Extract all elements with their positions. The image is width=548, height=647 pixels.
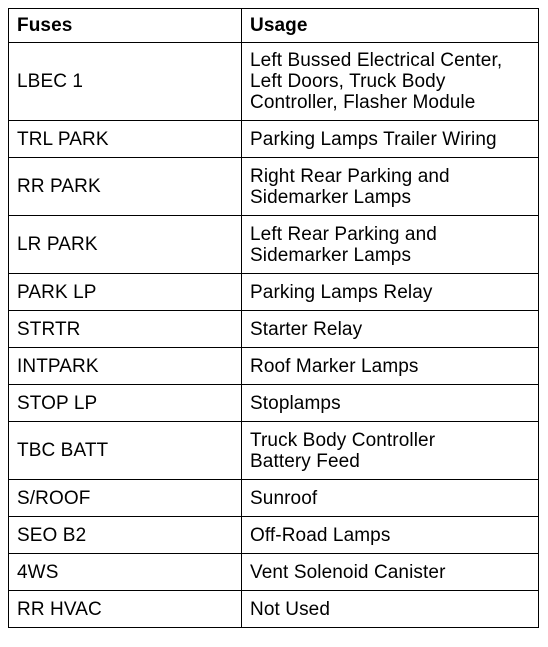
usage-cell (242, 348, 539, 385)
usage-cell (242, 517, 539, 554)
usage-cell (242, 216, 539, 274)
fuse-name-cell: PARK LP (9, 274, 242, 311)
table-row (9, 311, 539, 348)
usage-text-line: Truck Body Controller (250, 429, 436, 451)
usage-text-line: Controller, Flasher Module (250, 92, 476, 113)
table-row (9, 385, 539, 422)
fuse-name-cell: INTPARK (9, 348, 242, 385)
usage-cell (242, 158, 539, 216)
usage-text-line: Parking Lamps Trailer Wiring (250, 128, 497, 150)
table-row (9, 480, 539, 517)
usage-text-line: Sidemarker Lamps (250, 244, 412, 266)
table-row (9, 517, 539, 554)
table-row (9, 158, 539, 216)
table-row (9, 216, 539, 274)
fuse-usage-table (8, 8, 539, 628)
usage-text-line: Stoplamps (250, 392, 341, 414)
usage-text-line: Off-Road Lamps (250, 524, 391, 546)
table-row (9, 591, 539, 628)
usage-text-line: Left Bussed Electrical Center, (250, 50, 503, 71)
usage-text-line: Roof Marker Lamps (250, 355, 419, 377)
usage-cell (242, 480, 539, 517)
fuse-name-cell: RR HVAC (9, 591, 242, 628)
usage-cell (242, 385, 539, 422)
usage-cell (242, 422, 539, 480)
fuse-name-cell: STRTR (9, 311, 242, 348)
usage-text-line: Left Rear Parking and (250, 223, 437, 245)
usage-text-line: Battery Feed (250, 450, 360, 472)
fuse-name-cell: RR PARK (9, 158, 242, 216)
usage-text-line: Sunroof (250, 487, 318, 509)
fuse-name-cell: S/ROOF (9, 480, 242, 517)
fuse-name-cell: TBC BATT (9, 422, 242, 480)
table-body (9, 43, 539, 628)
usage-text-line: Parking Lamps Relay (250, 281, 433, 303)
fuse-name-cell: LR PARK (9, 216, 242, 274)
column-header-fuses: Fuses (9, 9, 242, 43)
fuse-name-cell: 4WS (9, 554, 242, 591)
usage-text-line: Starter Relay (250, 318, 363, 340)
table-row (9, 554, 539, 591)
fuse-name-cell: TRL PARK (9, 121, 242, 158)
table-row (9, 422, 539, 480)
table-row (9, 43, 539, 121)
usage-text-line: Right Rear Parking and (250, 165, 450, 187)
usage-text-line: Not Used (250, 598, 331, 620)
table-row (9, 274, 539, 311)
table-row (9, 121, 539, 158)
usage-cell (242, 311, 539, 348)
fuse-name-cell: SEO B2 (9, 517, 242, 554)
usage-text-line: Left Doors, Truck Body (250, 71, 446, 92)
table-header-row (9, 9, 539, 43)
usage-cell (242, 274, 539, 311)
fuse-name-cell: STOP LP (9, 385, 242, 422)
column-header-usage: Usage (242, 9, 539, 43)
fuse-name-cell: LBEC 1 (9, 43, 242, 121)
usage-text-line: Sidemarker Lamps (250, 186, 412, 208)
usage-cell (242, 121, 539, 158)
usage-cell (242, 43, 539, 121)
table-row (9, 348, 539, 385)
usage-cell (242, 554, 539, 591)
usage-cell (242, 591, 539, 628)
usage-text-line: Vent Solenoid Canister (250, 561, 446, 583)
